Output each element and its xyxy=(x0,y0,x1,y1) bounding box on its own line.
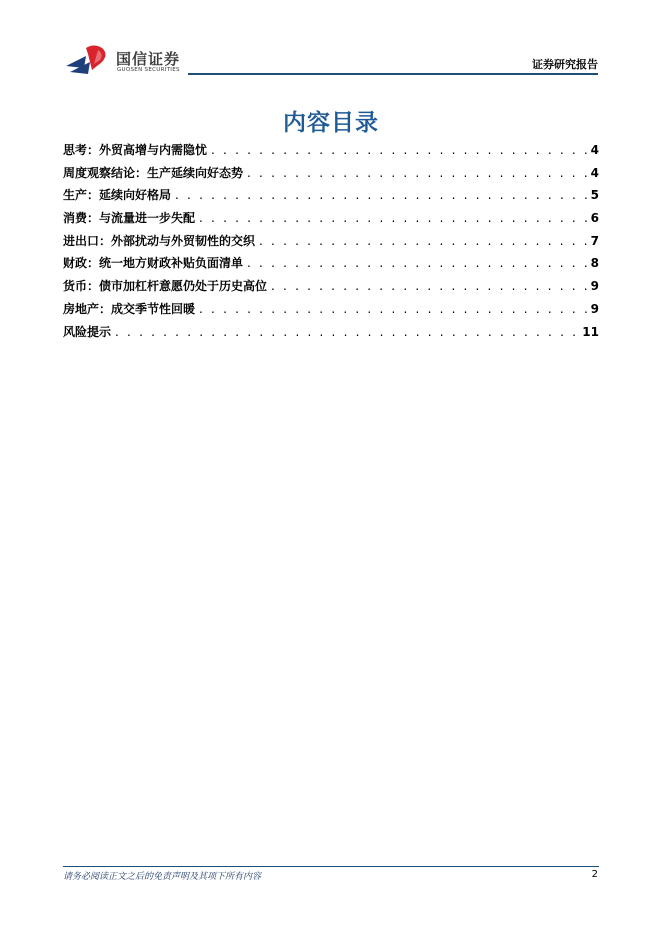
toc-entry-text: 消费：与流量进一步失配 xyxy=(63,211,196,226)
toc-page-number: 7 xyxy=(590,233,599,248)
page-header xyxy=(0,0,662,80)
toc-dot-leader xyxy=(243,256,591,270)
toc-entry[interactable] xyxy=(63,277,599,300)
toc-page-number: 9 xyxy=(590,301,599,316)
toc-page-number: 11 xyxy=(582,324,599,339)
toc-entry[interactable] xyxy=(63,323,599,346)
report-type-label: 证券研究报告 xyxy=(532,58,598,71)
toc-entry[interactable] xyxy=(63,232,599,255)
toc-entry[interactable] xyxy=(63,209,599,232)
toc-page-number: 5 xyxy=(590,188,599,203)
logo-company-name: 国信证券 xyxy=(116,50,181,68)
toc-entry-text: 财政：统一地方财政补贴负面清单 xyxy=(63,256,244,271)
toc-entry-text: 风险提示 xyxy=(63,324,112,339)
footer-disclaimer: 请务必阅读正文之后的免责声明及其项下所有内容 xyxy=(63,872,262,882)
toc-title: 内容目录 xyxy=(283,110,379,136)
toc-entry-text: 周度观察结论：生产延续向好态势 xyxy=(63,165,244,180)
toc-dot-leader xyxy=(255,234,591,248)
toc-page-number: 4 xyxy=(590,165,599,180)
toc-page-number: 8 xyxy=(590,256,599,271)
footer-divider xyxy=(63,866,599,867)
toc-entry[interactable] xyxy=(63,141,599,164)
toc-entry[interactable] xyxy=(63,186,599,209)
toc-dot-leader xyxy=(207,143,591,157)
toc-dot-leader xyxy=(171,188,591,202)
toc-entry[interactable] xyxy=(63,300,599,323)
footer-page-number: 2 xyxy=(591,869,598,880)
toc-entry-text: 进出口：外部扰动与外贸韧性的交织 xyxy=(63,233,256,248)
logo-company-name-en: GUOSEN SECURITIES xyxy=(117,67,180,73)
table-of-contents xyxy=(63,141,599,345)
toc-dot-leader xyxy=(195,211,591,225)
toc-dot-leader xyxy=(243,166,591,180)
toc-entry-text: 思考：外贸高增与内需隐忧 xyxy=(63,143,208,157)
toc-entry-text: 生产：延续向好格局 xyxy=(63,188,172,203)
toc-page-number: 6 xyxy=(590,211,599,226)
company-logo xyxy=(64,44,184,78)
toc-dot-leader xyxy=(195,302,591,316)
toc-entry-text: 房地产：成交季节性回暖 xyxy=(63,301,196,316)
toc-page-number: 9 xyxy=(590,279,599,294)
toc-entry[interactable] xyxy=(63,164,599,187)
toc-dot-leader xyxy=(111,325,582,339)
toc-entry-text: 货币：债市加杠杆意愿仍处于历史高位 xyxy=(63,279,268,294)
guosen-logo-mark-icon xyxy=(64,44,114,76)
toc-page-number: 4 xyxy=(590,143,599,157)
toc-dot-leader xyxy=(267,279,591,293)
toc-entry[interactable] xyxy=(63,254,599,277)
header-divider xyxy=(188,73,598,75)
